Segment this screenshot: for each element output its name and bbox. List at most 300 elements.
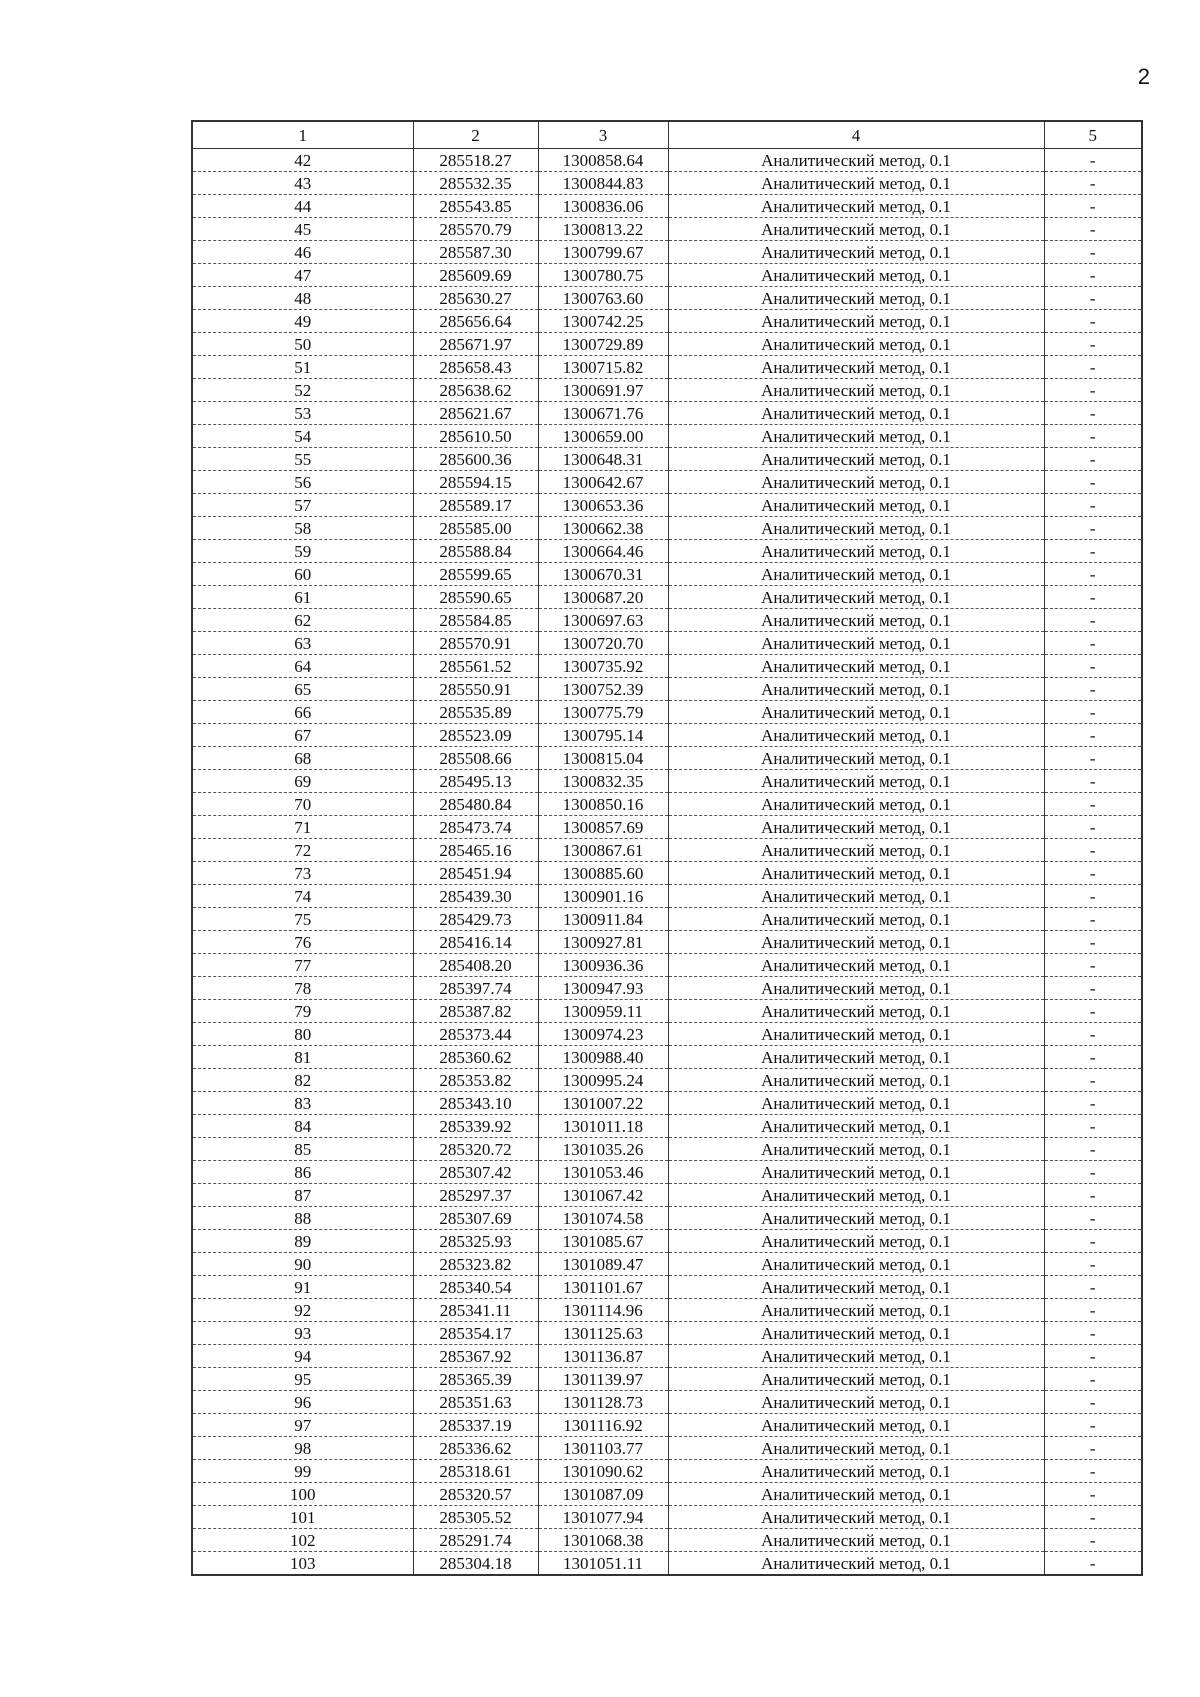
cell-y: 1300959.11 — [538, 1000, 668, 1023]
header-col-point-number: 1 — [192, 121, 413, 149]
cell-point-number: 49 — [192, 310, 413, 333]
cell-method: Аналитический метод, 0.1 — [668, 1460, 1044, 1483]
cell-x: 285343.10 — [413, 1092, 538, 1115]
cell-description: - — [1044, 1230, 1142, 1253]
cell-description: - — [1044, 1207, 1142, 1230]
cell-y: 1300844.83 — [538, 172, 668, 195]
cell-x: 285599.65 — [413, 563, 538, 586]
cell-description: - — [1044, 586, 1142, 609]
table-row — [192, 1414, 1142, 1437]
table-row — [192, 885, 1142, 908]
cell-point-number: 57 — [192, 494, 413, 517]
cell-description: - — [1044, 655, 1142, 678]
table-row — [192, 1460, 1142, 1483]
cell-point-number: 87 — [192, 1184, 413, 1207]
cell-description: - — [1044, 218, 1142, 241]
table-row — [192, 1345, 1142, 1368]
cell-y: 1300858.64 — [538, 149, 668, 172]
cell-x: 285353.82 — [413, 1069, 538, 1092]
cell-description: - — [1044, 609, 1142, 632]
cell-y: 1300936.36 — [538, 954, 668, 977]
cell-method: Аналитический метод, 0.1 — [668, 609, 1044, 632]
table-row — [192, 264, 1142, 287]
cell-y: 1300687.20 — [538, 586, 668, 609]
cell-method: Аналитический метод, 0.1 — [668, 1552, 1044, 1576]
cell-description: - — [1044, 632, 1142, 655]
cell-method: Аналитический метод, 0.1 — [668, 977, 1044, 1000]
cell-x: 285341.11 — [413, 1299, 538, 1322]
cell-method: Аналитический метод, 0.1 — [668, 655, 1044, 678]
table-row — [192, 954, 1142, 977]
cell-method: Аналитический метод, 0.1 — [668, 1000, 1044, 1023]
table-row — [192, 517, 1142, 540]
cell-x: 285339.92 — [413, 1115, 538, 1138]
cell-method: Аналитический метод, 0.1 — [668, 1276, 1044, 1299]
cell-method: Аналитический метод, 0.1 — [668, 149, 1044, 172]
cell-x: 285397.74 — [413, 977, 538, 1000]
cell-method: Аналитический метод, 0.1 — [668, 632, 1044, 655]
cell-y: 1301035.26 — [538, 1138, 668, 1161]
cell-method: Аналитический метод, 0.1 — [668, 1023, 1044, 1046]
cell-description: - — [1044, 402, 1142, 425]
cell-description: - — [1044, 1092, 1142, 1115]
cell-x: 285594.15 — [413, 471, 538, 494]
cell-method: Аналитический метод, 0.1 — [668, 218, 1044, 241]
cell-description: - — [1044, 1414, 1142, 1437]
cell-point-number: 63 — [192, 632, 413, 655]
table-row — [192, 494, 1142, 517]
cell-point-number: 67 — [192, 724, 413, 747]
cell-point-number: 88 — [192, 1207, 413, 1230]
cell-x: 285297.37 — [413, 1184, 538, 1207]
header-col-x: 2 — [413, 121, 538, 149]
table-row — [192, 586, 1142, 609]
table-row — [192, 402, 1142, 425]
table-row — [192, 540, 1142, 563]
table-row — [192, 172, 1142, 195]
cell-y: 1301101.67 — [538, 1276, 668, 1299]
cell-x: 285590.65 — [413, 586, 538, 609]
cell-x: 285365.39 — [413, 1368, 538, 1391]
table-row — [192, 448, 1142, 471]
cell-description: - — [1044, 195, 1142, 218]
cell-y: 1300752.39 — [538, 678, 668, 701]
cell-y: 1300664.46 — [538, 540, 668, 563]
cell-x: 285589.17 — [413, 494, 538, 517]
cell-method: Аналитический метод, 0.1 — [668, 1322, 1044, 1345]
cell-x: 285360.62 — [413, 1046, 538, 1069]
cell-description: - — [1044, 425, 1142, 448]
table-row — [192, 1552, 1142, 1576]
cell-point-number: 53 — [192, 402, 413, 425]
cell-description: - — [1044, 1161, 1142, 1184]
cell-y: 1301114.96 — [538, 1299, 668, 1322]
table-row — [192, 770, 1142, 793]
cell-method: Аналитический метод, 0.1 — [668, 1483, 1044, 1506]
cell-y: 1300836.06 — [538, 195, 668, 218]
cell-x: 285318.61 — [413, 1460, 538, 1483]
cell-point-number: 56 — [192, 471, 413, 494]
cell-method: Аналитический метод, 0.1 — [668, 287, 1044, 310]
cell-y: 1301139.97 — [538, 1368, 668, 1391]
table-row — [192, 563, 1142, 586]
table-row — [192, 1437, 1142, 1460]
cell-point-number: 81 — [192, 1046, 413, 1069]
cell-method: Аналитический метод, 0.1 — [668, 448, 1044, 471]
cell-method: Аналитический метод, 0.1 — [668, 724, 1044, 747]
cell-description: - — [1044, 793, 1142, 816]
cell-x: 285351.63 — [413, 1391, 538, 1414]
cell-point-number: 86 — [192, 1161, 413, 1184]
page-number: 2 — [1137, 64, 1150, 89]
cell-y: 1301090.62 — [538, 1460, 668, 1483]
cell-y: 1300885.60 — [538, 862, 668, 885]
cell-method: Аналитический метод, 0.1 — [668, 1092, 1044, 1115]
table-row — [192, 724, 1142, 747]
cell-x: 285367.92 — [413, 1345, 538, 1368]
cell-x: 285473.74 — [413, 816, 538, 839]
cell-description: - — [1044, 379, 1142, 402]
cell-x: 285621.67 — [413, 402, 538, 425]
table-row — [192, 218, 1142, 241]
cell-description: - — [1044, 333, 1142, 356]
cell-description: - — [1044, 1046, 1142, 1069]
cell-point-number: 91 — [192, 1276, 413, 1299]
cell-x: 285638.62 — [413, 379, 538, 402]
cell-description: - — [1044, 149, 1142, 172]
table-row — [192, 655, 1142, 678]
cell-point-number: 103 — [192, 1552, 413, 1576]
cell-description: - — [1044, 908, 1142, 931]
cell-method: Аналитический метод, 0.1 — [668, 1299, 1044, 1322]
table-row — [192, 1161, 1142, 1184]
cell-y: 1301089.47 — [538, 1253, 668, 1276]
cell-x: 285600.36 — [413, 448, 538, 471]
cell-point-number: 48 — [192, 287, 413, 310]
cell-description: - — [1044, 1115, 1142, 1138]
table-row — [192, 241, 1142, 264]
cell-point-number: 99 — [192, 1460, 413, 1483]
cell-method: Аналитический метод, 0.1 — [668, 1437, 1044, 1460]
cell-x: 285585.00 — [413, 517, 538, 540]
cell-y: 1300659.00 — [538, 425, 668, 448]
table-row — [192, 1092, 1142, 1115]
cell-y: 1300670.31 — [538, 563, 668, 586]
cell-method: Аналитический метод, 0.1 — [668, 1230, 1044, 1253]
cell-description: - — [1044, 1437, 1142, 1460]
cell-y: 1300720.70 — [538, 632, 668, 655]
cell-y: 1300648.31 — [538, 448, 668, 471]
cell-method: Аналитический метод, 0.1 — [668, 264, 1044, 287]
cell-y: 1300780.75 — [538, 264, 668, 287]
cell-method: Аналитический метод, 0.1 — [668, 1184, 1044, 1207]
cell-x: 285588.84 — [413, 540, 538, 563]
table-row — [192, 701, 1142, 724]
cell-x: 285584.85 — [413, 609, 538, 632]
cell-x: 285570.79 — [413, 218, 538, 241]
cell-method: Аналитический метод, 0.1 — [668, 425, 1044, 448]
cell-point-number: 74 — [192, 885, 413, 908]
cell-method: Аналитический метод, 0.1 — [668, 747, 1044, 770]
table-row — [192, 1115, 1142, 1138]
cell-x: 285570.91 — [413, 632, 538, 655]
cell-description: - — [1044, 287, 1142, 310]
cell-method: Аналитический метод, 0.1 — [668, 310, 1044, 333]
cell-point-number: 101 — [192, 1506, 413, 1529]
cell-x: 285523.09 — [413, 724, 538, 747]
cell-description: - — [1044, 839, 1142, 862]
table-row — [192, 1000, 1142, 1023]
table-row — [192, 1023, 1142, 1046]
cell-x: 285307.42 — [413, 1161, 538, 1184]
cell-method: Аналитический метод, 0.1 — [668, 517, 1044, 540]
cell-x: 285508.66 — [413, 747, 538, 770]
cell-description: - — [1044, 563, 1142, 586]
cell-point-number: 97 — [192, 1414, 413, 1437]
cell-method: Аналитический метод, 0.1 — [668, 195, 1044, 218]
cell-method: Аналитический метод, 0.1 — [668, 241, 1044, 264]
cell-point-number: 90 — [192, 1253, 413, 1276]
cell-method: Аналитический метод, 0.1 — [668, 1506, 1044, 1529]
cell-y: 1301087.09 — [538, 1483, 668, 1506]
cell-method: Аналитический метод, 0.1 — [668, 471, 1044, 494]
cell-x: 285291.74 — [413, 1529, 538, 1552]
cell-description: - — [1044, 241, 1142, 264]
cell-description: - — [1044, 1368, 1142, 1391]
table-row — [192, 977, 1142, 1000]
cell-point-number: 46 — [192, 241, 413, 264]
cell-x: 285429.73 — [413, 908, 538, 931]
cell-x: 285320.72 — [413, 1138, 538, 1161]
cell-y: 1301067.42 — [538, 1184, 668, 1207]
cell-x: 285550.91 — [413, 678, 538, 701]
table-row — [192, 1069, 1142, 1092]
cell-method: Аналитический метод, 0.1 — [668, 1368, 1044, 1391]
cell-method: Аналитический метод, 0.1 — [668, 885, 1044, 908]
cell-point-number: 70 — [192, 793, 413, 816]
cell-x: 285656.64 — [413, 310, 538, 333]
cell-method: Аналитический метод, 0.1 — [668, 701, 1044, 724]
cell-method: Аналитический метод, 0.1 — [668, 1207, 1044, 1230]
cell-description: - — [1044, 471, 1142, 494]
table-row — [192, 839, 1142, 862]
cell-y: 1300763.60 — [538, 287, 668, 310]
cell-point-number: 55 — [192, 448, 413, 471]
cell-y: 1300947.93 — [538, 977, 668, 1000]
cell-method: Аналитический метод, 0.1 — [668, 1253, 1044, 1276]
cell-point-number: 59 — [192, 540, 413, 563]
cell-point-number: 98 — [192, 1437, 413, 1460]
cell-description: - — [1044, 310, 1142, 333]
cell-y: 1300815.04 — [538, 747, 668, 770]
cell-point-number: 68 — [192, 747, 413, 770]
cell-description: - — [1044, 1345, 1142, 1368]
cell-y: 1300653.36 — [538, 494, 668, 517]
cell-point-number: 43 — [192, 172, 413, 195]
cell-description: - — [1044, 540, 1142, 563]
cell-x: 285387.82 — [413, 1000, 538, 1023]
cell-x: 285518.27 — [413, 149, 538, 172]
table-row — [192, 287, 1142, 310]
cell-point-number: 71 — [192, 816, 413, 839]
table-row — [192, 425, 1142, 448]
cell-x: 285658.43 — [413, 356, 538, 379]
table-row — [192, 1230, 1142, 1253]
table-row — [192, 931, 1142, 954]
cell-description: - — [1044, 1138, 1142, 1161]
cell-point-number: 61 — [192, 586, 413, 609]
cell-method: Аналитический метод, 0.1 — [668, 402, 1044, 425]
cell-y: 1300911.84 — [538, 908, 668, 931]
table-row — [192, 1529, 1142, 1552]
cell-description: - — [1044, 356, 1142, 379]
cell-y: 1301074.58 — [538, 1207, 668, 1230]
header-col-y: 3 — [538, 121, 668, 149]
cell-x: 285532.35 — [413, 172, 538, 195]
table-row — [192, 149, 1142, 172]
cell-y: 1301116.92 — [538, 1414, 668, 1437]
header-col-method: 4 — [668, 121, 1044, 149]
cell-description: - — [1044, 264, 1142, 287]
table-row — [192, 1506, 1142, 1529]
cell-point-number: 75 — [192, 908, 413, 931]
cell-y: 1300813.22 — [538, 218, 668, 241]
cell-x: 285408.20 — [413, 954, 538, 977]
coordinates-table — [191, 120, 1143, 1576]
table-row — [192, 1207, 1142, 1230]
cell-point-number: 66 — [192, 701, 413, 724]
table-row — [192, 1046, 1142, 1069]
table-row — [192, 1483, 1142, 1506]
cell-method: Аналитический метод, 0.1 — [668, 586, 1044, 609]
cell-description: - — [1044, 931, 1142, 954]
cell-method: Аналитический метод, 0.1 — [668, 1161, 1044, 1184]
cell-point-number: 95 — [192, 1368, 413, 1391]
cell-description: - — [1044, 885, 1142, 908]
cell-method: Аналитический метод, 0.1 — [668, 862, 1044, 885]
cell-y: 1301007.22 — [538, 1092, 668, 1115]
cell-y: 1300867.61 — [538, 839, 668, 862]
cell-description: - — [1044, 954, 1142, 977]
cell-point-number: 102 — [192, 1529, 413, 1552]
cell-point-number: 93 — [192, 1322, 413, 1345]
table-row — [192, 793, 1142, 816]
cell-description: - — [1044, 1276, 1142, 1299]
cell-y: 1301053.46 — [538, 1161, 668, 1184]
cell-description: - — [1044, 1299, 1142, 1322]
cell-method: Аналитический метод, 0.1 — [668, 563, 1044, 586]
cell-method: Аналитический метод, 0.1 — [668, 839, 1044, 862]
cell-method: Аналитический метод, 0.1 — [668, 1046, 1044, 1069]
cell-point-number: 58 — [192, 517, 413, 540]
cell-y: 1300662.38 — [538, 517, 668, 540]
cell-y: 1300799.67 — [538, 241, 668, 264]
cell-point-number: 52 — [192, 379, 413, 402]
cell-description: - — [1044, 747, 1142, 770]
cell-method: Аналитический метод, 0.1 — [668, 356, 1044, 379]
cell-point-number: 42 — [192, 149, 413, 172]
cell-x: 285323.82 — [413, 1253, 538, 1276]
cell-description: - — [1044, 1023, 1142, 1046]
cell-point-number: 73 — [192, 862, 413, 885]
cell-method: Аналитический метод, 0.1 — [668, 931, 1044, 954]
cell-method: Аналитический метод, 0.1 — [668, 954, 1044, 977]
cell-y: 1300995.24 — [538, 1069, 668, 1092]
cell-point-number: 60 — [192, 563, 413, 586]
cell-y: 1300715.82 — [538, 356, 668, 379]
table-row — [192, 195, 1142, 218]
cell-y: 1300901.16 — [538, 885, 668, 908]
cell-point-number: 64 — [192, 655, 413, 678]
cell-method: Аналитический метод, 0.1 — [668, 1414, 1044, 1437]
table-row — [192, 1322, 1142, 1345]
header-col-description: 5 — [1044, 121, 1142, 149]
table-header-row — [192, 121, 1142, 149]
cell-y: 1301136.87 — [538, 1345, 668, 1368]
cell-x: 285495.13 — [413, 770, 538, 793]
cell-method: Аналитический метод, 0.1 — [668, 1345, 1044, 1368]
cell-method: Аналитический метод, 0.1 — [668, 1529, 1044, 1552]
cell-point-number: 79 — [192, 1000, 413, 1023]
cell-x: 285561.52 — [413, 655, 538, 678]
cell-description: - — [1044, 1322, 1142, 1345]
table-row — [192, 609, 1142, 632]
cell-description: - — [1044, 1506, 1142, 1529]
cell-description: - — [1044, 816, 1142, 839]
cell-x: 285354.17 — [413, 1322, 538, 1345]
cell-method: Аналитический метод, 0.1 — [668, 816, 1044, 839]
cell-x: 285337.19 — [413, 1414, 538, 1437]
cell-method: Аналитический метод, 0.1 — [668, 1391, 1044, 1414]
cell-point-number: 83 — [192, 1092, 413, 1115]
cell-description: - — [1044, 494, 1142, 517]
cell-description: - — [1044, 1460, 1142, 1483]
cell-y: 1301085.67 — [538, 1230, 668, 1253]
table-row — [192, 632, 1142, 655]
table-body — [192, 149, 1142, 1576]
cell-x: 285340.54 — [413, 1276, 538, 1299]
cell-y: 1301011.18 — [538, 1115, 668, 1138]
cell-x: 285373.44 — [413, 1023, 538, 1046]
cell-point-number: 45 — [192, 218, 413, 241]
cell-point-number: 85 — [192, 1138, 413, 1161]
cell-point-number: 77 — [192, 954, 413, 977]
cell-y: 1301068.38 — [538, 1529, 668, 1552]
cell-method: Аналитический метод, 0.1 — [668, 793, 1044, 816]
cell-y: 1300927.81 — [538, 931, 668, 954]
cell-y: 1301051.11 — [538, 1552, 668, 1576]
cell-x: 285304.18 — [413, 1552, 538, 1576]
cell-point-number: 94 — [192, 1345, 413, 1368]
table-row — [192, 1368, 1142, 1391]
cell-x: 285630.27 — [413, 287, 538, 310]
cell-description: - — [1044, 977, 1142, 1000]
cell-x: 285465.16 — [413, 839, 538, 862]
cell-x: 285480.84 — [413, 793, 538, 816]
cell-method: Аналитический метод, 0.1 — [668, 494, 1044, 517]
cell-method: Аналитический метод, 0.1 — [668, 1138, 1044, 1161]
table-row — [192, 1299, 1142, 1322]
table-row — [192, 1138, 1142, 1161]
cell-point-number: 80 — [192, 1023, 413, 1046]
table-row — [192, 379, 1142, 402]
table-row — [192, 816, 1142, 839]
table-row — [192, 1253, 1142, 1276]
table-row — [192, 908, 1142, 931]
cell-y: 1300671.76 — [538, 402, 668, 425]
table-row — [192, 333, 1142, 356]
cell-point-number: 69 — [192, 770, 413, 793]
